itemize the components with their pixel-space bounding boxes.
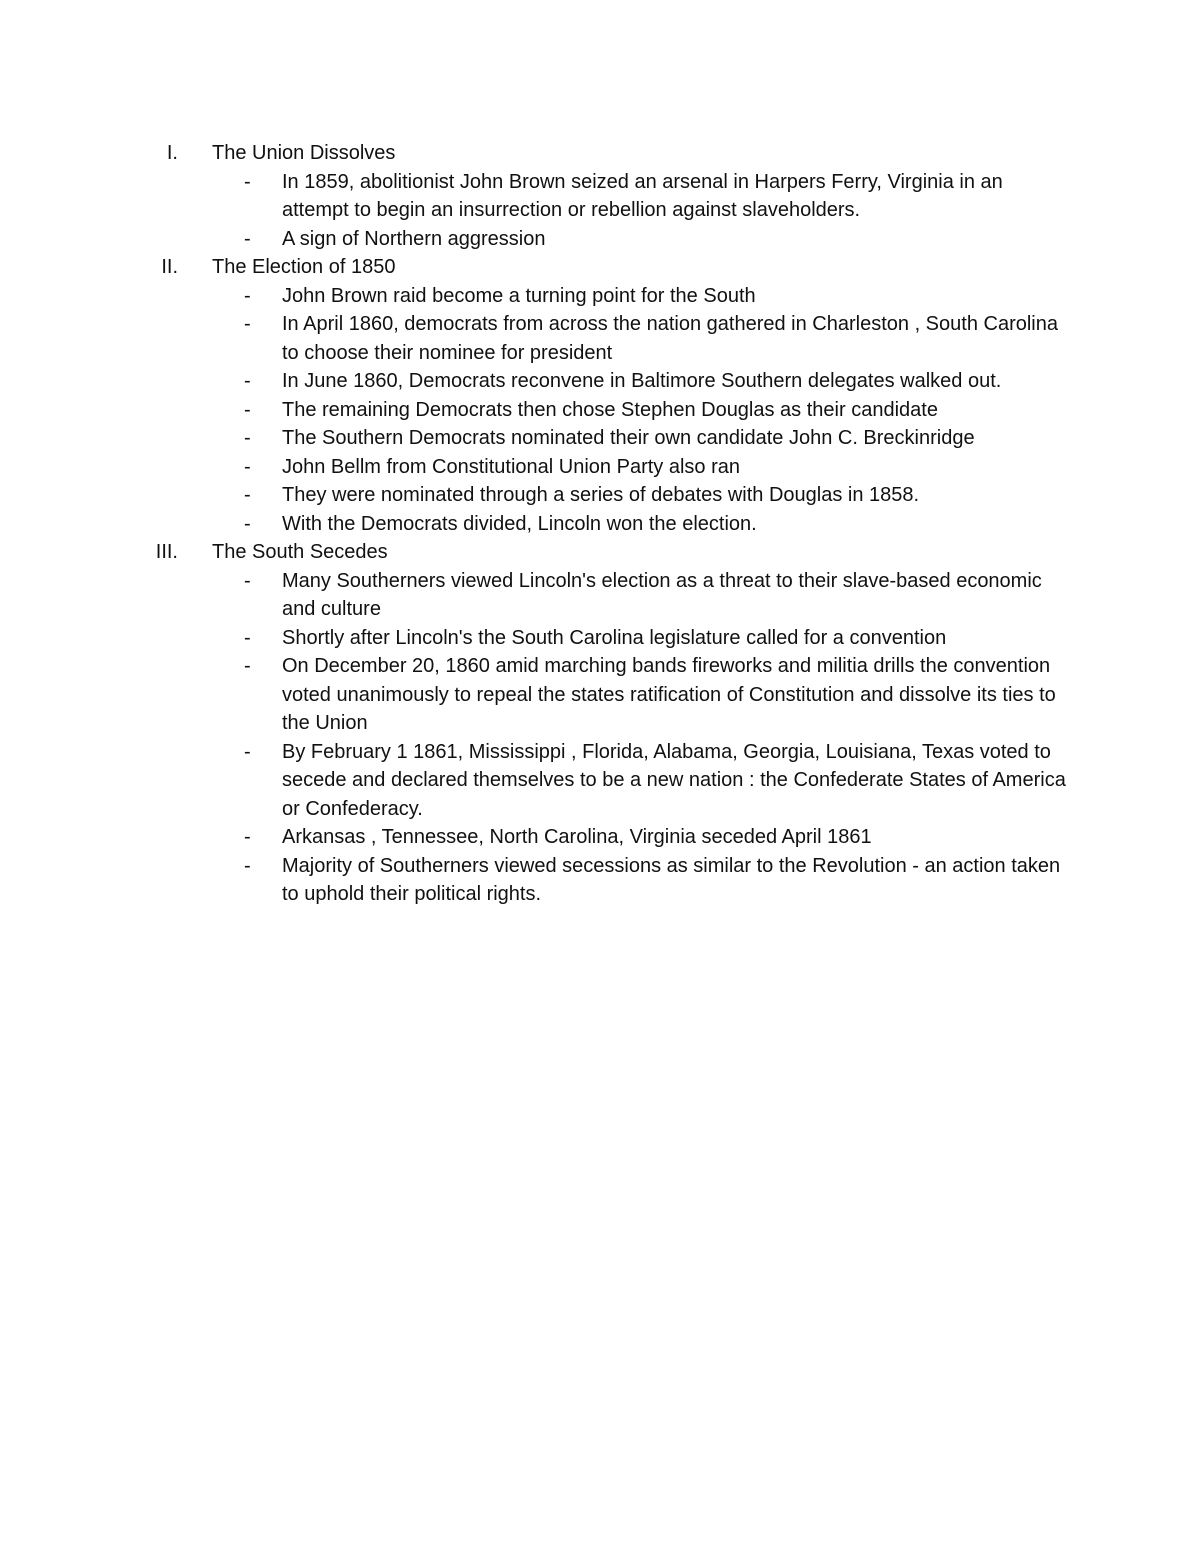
bullet-dash: - bbox=[244, 569, 251, 592]
bullet-text: Arkansas , Tennessee, North Carolina, Virginia seceded April 1861 bbox=[282, 826, 872, 848]
list-item bbox=[0, 852, 1072, 909]
bullet-dash: - bbox=[244, 170, 251, 193]
list-item bbox=[0, 396, 1072, 425]
list-item bbox=[0, 624, 1072, 653]
section-title: The Election of 1850 bbox=[212, 256, 396, 278]
bullet-text: In April 1860, democrats from across the nation gathered in Charleston , South Carolina to choose their nominee for president bbox=[282, 313, 1058, 364]
list-item bbox=[0, 310, 1072, 367]
bullet-dash: - bbox=[244, 398, 251, 421]
bullet-text: John Bellm from Constitutional Union Party also ran bbox=[282, 455, 740, 478]
section-title: The Union Dissolves bbox=[212, 142, 396, 164]
outline bbox=[0, 139, 1200, 909]
list-item bbox=[0, 567, 1072, 624]
bullet-dash: - bbox=[244, 455, 251, 478]
bullet-text: They were nominated through a series of debates with Douglas in 1858. bbox=[282, 484, 920, 506]
list-item bbox=[0, 168, 1072, 225]
section-numeral: I. bbox=[166, 142, 178, 164]
bullet-text: A sign of Northern aggression bbox=[282, 227, 546, 250]
bullet-text: By February 1 1861, Mississippi , Florida, Alabama, Georgia, Louisiana, Texas voted to secede and declared themselves to be a new nation : the Confederate States of America or Confederacy. bbox=[282, 740, 1066, 820]
bullet-dash: - bbox=[244, 427, 251, 449]
section-title: The South Secedes bbox=[212, 541, 388, 563]
section-numeral: III. bbox=[155, 541, 178, 563]
list-item bbox=[0, 823, 1072, 852]
bullet-dash: - bbox=[244, 655, 251, 677]
bullet-list bbox=[0, 168, 1200, 254]
outline-section-1 bbox=[0, 139, 1200, 253]
list-item bbox=[0, 652, 1072, 738]
section-heading bbox=[0, 253, 1200, 282]
bullet-text: The remaining Democrats then chose Stephen Douglas as their candidate bbox=[282, 398, 938, 421]
list-item bbox=[0, 282, 1072, 311]
outline-section-2 bbox=[0, 253, 1200, 538]
bullet-list bbox=[0, 567, 1200, 909]
bullet-text: On December 20, 1860 amid marching bands fireworks and militia drills the convention voted unanimously to repeal the states ratification of Constitution and dissolve its ties to the Union bbox=[282, 655, 1056, 734]
bullet-text: Shortly after Lincoln's the South Carolina legislature called for a convention bbox=[282, 626, 947, 649]
section-heading bbox=[0, 538, 1200, 567]
list-item bbox=[0, 424, 1072, 453]
bullet-list bbox=[0, 282, 1200, 539]
bullet-dash: - bbox=[244, 227, 251, 250]
list-item bbox=[0, 367, 1072, 396]
list-item bbox=[0, 510, 1072, 539]
bullet-dash: - bbox=[244, 826, 251, 848]
list-item bbox=[0, 481, 1072, 510]
bullet-dash: - bbox=[244, 370, 251, 392]
list-item bbox=[0, 738, 1072, 824]
bullet-dash: - bbox=[244, 484, 251, 506]
bullet-dash: - bbox=[244, 626, 251, 649]
bullet-dash: - bbox=[244, 854, 251, 877]
bullet-text: In June 1860, Democrats reconvene in Baltimore Southern delegates walked out. bbox=[282, 370, 1002, 392]
section-heading bbox=[0, 139, 1200, 168]
bullet-text: Many Southerners viewed Lincoln's election as a threat to their slave-based economic and culture bbox=[282, 569, 1042, 620]
section-numeral: II. bbox=[161, 256, 178, 278]
bullet-dash: - bbox=[244, 740, 251, 763]
list-item bbox=[0, 225, 1072, 254]
bullet-dash: - bbox=[244, 284, 251, 307]
bullet-text: With the Democrats divided, Lincoln won the election. bbox=[282, 512, 757, 535]
list-item bbox=[0, 453, 1072, 482]
bullet-text: John Brown raid become a turning point for the South bbox=[282, 284, 756, 307]
outline-section-3 bbox=[0, 538, 1200, 909]
bullet-dash: - bbox=[244, 512, 251, 535]
bullet-text: The Southern Democrats nominated their own candidate John C. Breckinridge bbox=[282, 427, 975, 449]
bullet-text: In 1859, abolitionist John Brown seized an arsenal in Harpers Ferry, Virginia in an attempt to begin an insurrection or rebellion against slaveholders. bbox=[282, 170, 1003, 221]
bullet-dash: - bbox=[244, 313, 251, 335]
bullet-text: Majority of Southerners viewed secessions as similar to the Revolution - an action taken to uphold their political rights. bbox=[282, 854, 1061, 905]
